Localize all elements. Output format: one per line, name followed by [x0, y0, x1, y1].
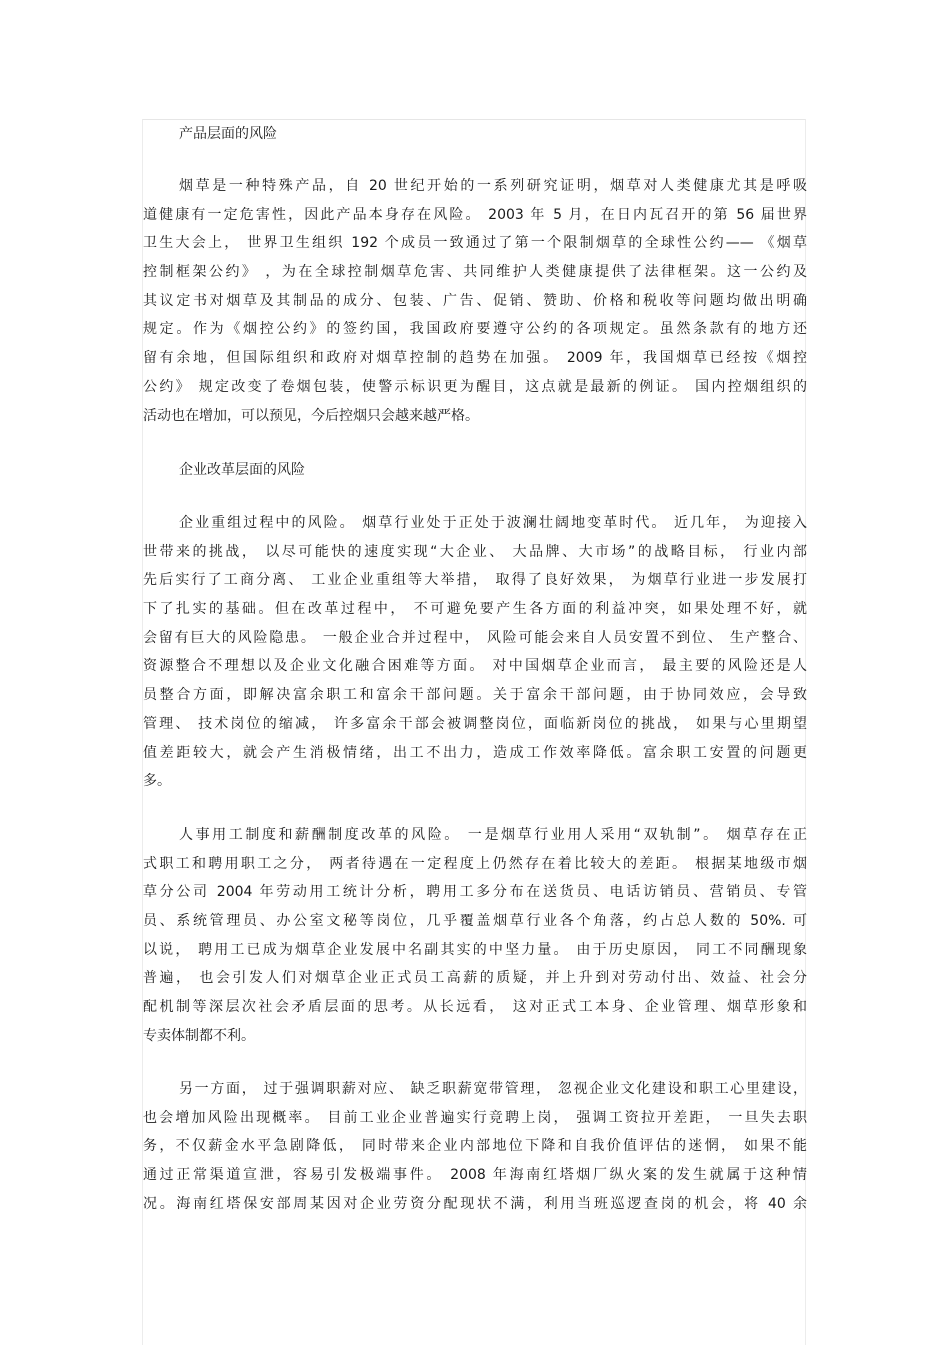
paragraph-line: 世带来的挑战， 以尽可能快的速度实现“大企业、 大品牌、大市场”的战略目标， 行业内部: [143, 543, 807, 560]
paragraph-line: 务，不仅薪金水平急剧降低， 同时带来企业内部地位下降和自我价值评估的迷惘， 如果不能: [143, 1138, 807, 1155]
paragraph-line: 卫生大会上， 世界卫生组织 192 个成员一致通过了第一个限制烟草的全球性公约—— 《烟草: [143, 235, 807, 252]
paragraph-line: 其议定书对烟草及其制品的成分、包装、广告、促销、赞助、价格和税收等问题均做出明确: [143, 292, 807, 309]
paragraph-line: 下了扎实的基础。但在改革过程中， 不可避免要产生各方面的利益冲突，如果处理不好，就: [143, 601, 807, 618]
paragraph-line: 值差距较大，就会产生消极情绪，出工不出力，造成工作效率降低。富余职工安置的问题更: [143, 744, 807, 761]
paragraph-line: 式职工和聘用职工之分， 两者待遇在一定程度上仍然存在着比较大的差距。 根据某地级市烟: [143, 855, 807, 872]
paragraph-line: 普遍， 也会引发人们对烟草企业正式员工高薪的质疑，并上升到对劳动付出、效益、社会分: [143, 970, 807, 987]
paragraph-line: 草分公司 2004 年劳动用工统计分析，聘用工多分布在送货员、电话访销员、营销员、专管: [143, 884, 807, 901]
paragraph-line: 人事用工制度和薪酬制度改革的风险。 一是烟草行业用人采用“双轨制”。 烟草存在正: [179, 827, 807, 843]
paragraph-line: 先后实行了工商分离、 工业企业重组等大举措， 取得了良好效果， 为烟草行业进一步发展打: [143, 572, 807, 589]
paragraph-line: 烟草是一种特殊产品，自 20 世纪开始的一系列研究证明，烟草对人类健康尤其是呼吸: [179, 178, 807, 194]
document-page: [142, 119, 806, 1345]
paragraph-line: 资源整合不理想以及企业文化融合困难等方面。 对中国烟草企业而言， 最主要的风险还是人: [143, 658, 807, 675]
paragraph-hr-salary-risk: [143, 821, 807, 1051]
paragraph-line: 活动也在增加，可以预见，今后控烟只会越来越严格。: [143, 407, 479, 424]
paragraph-line: 控制框架公约》 ，为在全球控制烟草危害、共同维护人类健康提供了法律框架。这一公约及: [143, 264, 807, 281]
paragraph-line: 通过正常渠道宣泄，容易引发极端事件。 2008 年海南红塔烟厂纵火案的发生就属于这种情: [143, 1167, 807, 1184]
paragraph-line: 公约》 规定改变了卷烟包装，使警示标识更为醒目，这点就是最新的例证。 国内控烟组织的: [143, 378, 807, 395]
paragraph-line: 员整合方面，即解决富余职工和富余干部问题。关于富余干部问题，由于协同效应，会导致: [143, 687, 807, 704]
paragraph-line: 员、系统管理员、办公室文秘等岗位，几乎覆盖烟草行业各个角落，约占总人数的 50%. 可: [143, 913, 807, 930]
section-heading-product-risk: 产品层面的风险: [179, 126, 277, 142]
paragraph-line: 规定。作为《烟控公约》的签约国，我国政府要遵守公约的各项规定。虽然条款有的地方还: [143, 321, 807, 338]
paragraph-line: 配机制等深层次社会矛盾层面的思考。从长远看， 这对正式工本身、企业管理、烟草形象和: [143, 999, 807, 1016]
paragraph-line: 道健康有一定危害性，因此产品本身存在风险。 2003 年 5 月，在日内瓦召开的第 56 届世界: [143, 206, 807, 223]
section-heading-reform-risk: 企业改革层面的风险: [179, 462, 305, 478]
paragraph-product-risk: [143, 172, 807, 430]
paragraph-line: 专卖体制都不利。: [143, 1027, 255, 1044]
paragraph-other-aspect: [143, 1075, 807, 1218]
paragraph-line: 企业重组过程中的风险。 烟草行业处于正处于波澜壮阔地变革时代。 近几年， 为迎接入: [179, 515, 807, 531]
paragraph-line: 管理、 技术岗位的缩减， 许多富余干部会被调整岗位，面临新岗位的挑战， 如果与心里期望: [143, 715, 807, 732]
paragraph-restructuring-risk: [143, 509, 807, 796]
paragraph-line: 多。: [143, 773, 171, 790]
paragraph-line: 另一方面， 过于强调职薪对应、 缺乏职薪宽带管理， 忽视企业文化建设和职工心里建设，: [179, 1081, 807, 1097]
paragraph-line: 会留有巨大的风险隐患。 一般企业合并过程中， 风险可能会来自人员安置不到位、 生产整合、: [143, 629, 807, 646]
paragraph-line: 况。海南红塔保安部周某因对企业劳资分配现状不满，利用当班巡逻查岗的机会，将 40 余: [143, 1195, 807, 1212]
paragraph-line: 也会增加风险出现概率。 目前工业企业普遍实行竞聘上岗， 强调工资拉开差距， 一旦失去职: [143, 1109, 807, 1126]
paragraph-line: 留有余地，但国际组织和政府对烟草控制的趋势在加强。 2009 年，我国烟草已经按《烟控: [143, 350, 807, 367]
paragraph-line: 以说， 聘用工已成为烟草企业发展中名副其实的中坚力量。 由于历史原因， 同工不同酬现象: [143, 941, 807, 958]
